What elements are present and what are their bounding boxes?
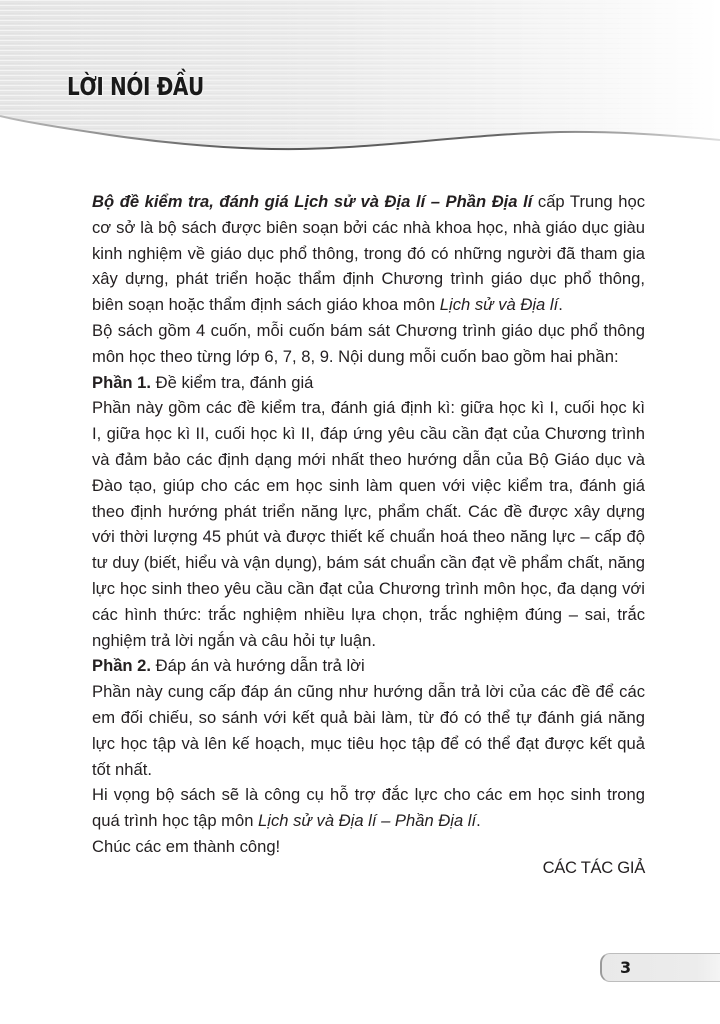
series-paragraph: Bộ sách gồm 4 cuốn, mỗi cuốn bám sát Chương trình giáo dục phổ thông môn học theo từng lớp 6, 7, 8, 9. Nội dung mỗi cuốn bao gồm hai phần: bbox=[92, 320, 645, 366]
part2-description: Phần này cung cấp đáp án cũng như hướng dẫn trả lời của các đề để các em đối chiếu, so sánh với kết quả bài làm, từ đó có thể tự đánh giá năng lực học tập và lên kế hoạch, mục tiêu học tập để có thể đạt được kết quả tốt nhất. bbox=[92, 682, 645, 779]
part1-heading bbox=[92, 370, 645, 396]
page-number: 3 bbox=[620, 958, 632, 977]
closing-line: Chúc các em thành công! bbox=[92, 836, 281, 856]
part2-label: Phần 2. bbox=[92, 656, 152, 676]
hope-period: . bbox=[476, 811, 481, 831]
signature: CÁC TÁC GIẢ bbox=[542, 858, 645, 877]
part2-title: Đáp án và hướng dẫn trả lời bbox=[151, 656, 365, 676]
hope-text: Hi vọng bộ sách sẽ là công cụ hỗ trợ đắc lực cho các em học sinh trong quá trình học tập môn bbox=[92, 785, 645, 831]
intro-paragraph bbox=[92, 189, 645, 318]
part1-description: Phần này gồm các đề kiểm tra, đánh giá định kì: giữa học kì I, cuối học kì I, giữa học kì II, cuối học kì II, đáp ứng yêu cầu cần đạt của Chương trình và đảm bảo các định dạng mới nhất theo hướng dẫn của Bộ Giáo dục và Đào tạo, giúp cho các em học sinh làm quen với việc kiểm tra, đánh giá theo định hướng phát triển năng lực, phẩm chất. Các đề được xây dựng với thời lượng 45 phút và được thiết kế chuẩn hoá theo năng lực – cấp độ tư duy (biết, hiểu và vận dụng), bám sát chuẩn cần đạt về phẩm chất, năng lực học sinh theo yêu cầu cần đạt của Chương trình môn học, đa dạng với các hình thức: trắc nghiệm nhiều lựa chọn, trắc nghiệm đúng – sai, trắc nghiệm trả lời ngắn và câu hỏi tự luận. bbox=[92, 398, 645, 650]
page-title: LỜI NÓI ĐẦU bbox=[67, 72, 204, 101]
intro-period: . bbox=[558, 295, 563, 315]
hope-subject: Lịch sử và Địa lí – Phần Địa lí bbox=[258, 811, 477, 831]
part2-heading bbox=[92, 653, 645, 679]
hope-paragraph bbox=[92, 782, 645, 834]
part1-label: Phần 1. bbox=[92, 372, 152, 392]
preface-body bbox=[92, 189, 645, 860]
intro-text: cấp Trung học cơ sở là bộ sách được biên soạn bởi các nhà khoa học, nhà giáo dục giàu kinh nghiệm về giáo dục phổ thông, trong đó có những người đã tham gia xây dựng, phát triển hoặc thẩm định Chương trình giáo dục phổ thông, biên soạn hoặc thẩm định sách giáo khoa môn bbox=[92, 192, 645, 315]
book-title: Bộ đề kiểm tra, đánh giá Lịch sử và Địa lí – Phần Địa lí bbox=[92, 192, 533, 211]
part1-title: Đề kiểm tra, đánh giá bbox=[151, 372, 314, 392]
subject-name: Lịch sử và Địa lí bbox=[439, 295, 559, 315]
page-number-tab bbox=[600, 953, 720, 982]
